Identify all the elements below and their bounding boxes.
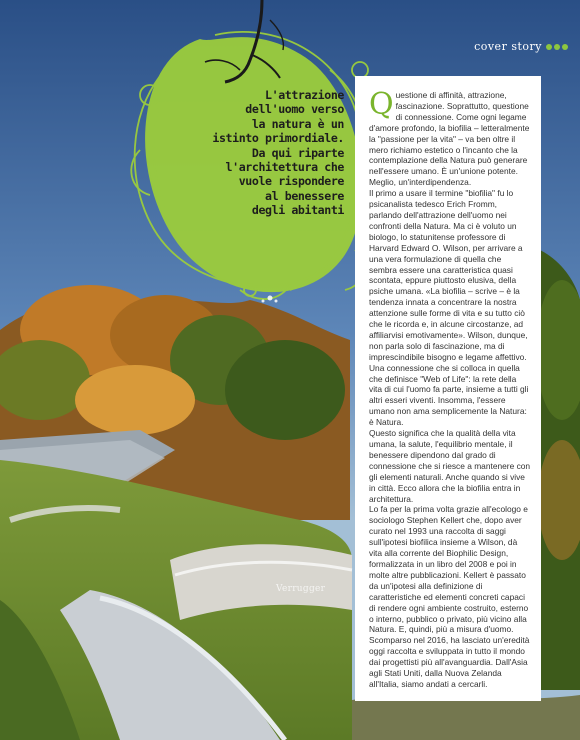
article-body (369, 87, 531, 690)
article-paragraph: Lo fa per la prima volta grazie all'ecologo e sociologo Stephen Kellert che, dopo aver curato nel 1993 una raccolta di saggi sull'ipotesi biofilica insieme a Wilson, dà vita alla corrente del Biophilic Design, formalizzata in un libro del 2008 e poi in molte altre pubblicazioni. Kellert è passato da un'ipotesi alla definizione di caratteristiche ed elementi concreti capaci di rendere ogni ambiente costruito, esterno o interno, pubblico o privato, più vicino alla Natura. E, quindi, più a misura d'uomo. Scomparso nel 2016, ha lasciato un'eredità oggi raccolta e sviluppata in tutto il mondo dai progettisti più all'avanguardia. Dall'Asia agli Stati Uniti, dalla Nuova Zelanda all'Italia, siamo andati a cercarli. (369, 504, 530, 689)
article-paragraph: uestione di affinità, attrazione, fascinazione. Soprattutto, questione di connessione. Come ogni legame d'amore profondo, la biofilia – letteralmente la "passione per la vita" – va ben oltre il mero richiamo estetico o l'incanto che la contemplazione della Natura può generare nell'essere umano. È un'unione potente. Meglio, un'interdipendenza. (369, 90, 530, 188)
section-label: cover story (474, 40, 542, 53)
section-dots-icon (546, 44, 568, 50)
pull-quote: L'attrazione dell'uomo verso la natura è un istinto primordiale. Da qui riparte l'architettura che vuole rispondere al benessere degli abitanti (212, 88, 344, 218)
article-paragraph: Questo significa che la qualità della vita umana, la salute, l'equilibrio mentale, il benessere dipendono dal grado di connessione che si riesce a mantenere con gli elementi naturali. Anche quando si vive in città. Ecco allora che la biofilia entra in architettura. (369, 428, 531, 504)
drop-cap: Q (369, 87, 394, 122)
article-paragraph: Il primo a usare il termine "biofilia" fu lo psicanalista tedesco Erich Fromm, parlando dell'attrazione dell'uomo nei confronti della Natura. Ma ci è voluto un biologo, lo statunitense professore di Harvard Edward O. Wilson, per arrivare a una vera formulazione di quella che sembra essere una caratteristica quasi scontata, eppure piuttosto elusiva, della psiche umana. «La biofilia – scrive – è la tendenza innata a concentrare la nostra attenzione sulle forme di vita e su tutto ciò che le ricorda e, in alcune circostanze, ad affiliarvisi emotivamente». Wilson, dunque, non parla solo di fascinazione, ma di imprescindibile bisogno e legame affettivo. Una connessione che si colloca in quella che definisce "Web of Life": la rete della vita di cui l'uomo fa parte, insieme a tutti gli altri esseri viventi. Insomma, l'essere umano non ama semplicemente la Natura: è Natura. (369, 188, 529, 428)
section-header (474, 40, 568, 53)
article-column (355, 76, 541, 701)
photo-watermark: Verrugger (276, 584, 326, 594)
